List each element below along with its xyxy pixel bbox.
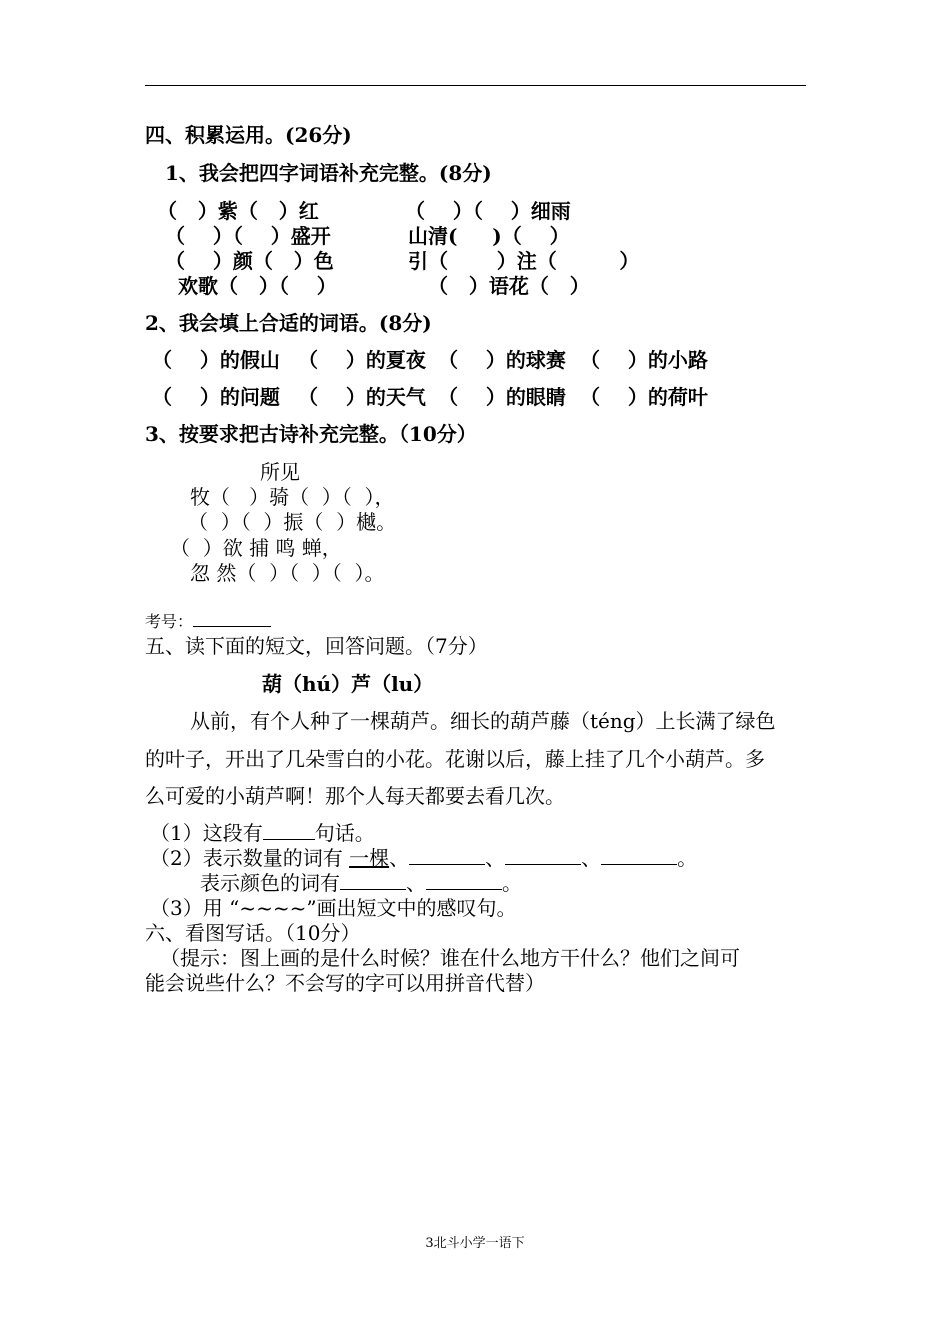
page-footer: 3北斗小学一语下 [425,1236,525,1251]
q5-2-example: 一棵 [349,846,390,870]
q2-r2-c1: （ ）的问题 [152,385,280,409]
passage-line-3: 么可爱的小葫芦啊！那个人每天都要去看几次。 [145,784,565,808]
q5-2b-blank-2[interactable] [426,873,502,890]
q1-row3-right: 引（ ）注（ ） [408,249,640,273]
section6-hint-1: （提示：图上画的是什么时候？谁在什么地方干什么？他们之间可 [160,946,740,970]
section4-title: 四、积累运用。(26分) [145,123,352,147]
q5-2b-prefix: 表示颜色的词有 [200,871,340,895]
section6-title: 六、看图写话。（10分） [145,921,361,945]
q1-row4-left: 欢歌（ ）（ ） [178,274,337,298]
q5-2b-blank-1[interactable] [340,873,406,890]
q5-2b-end: 。 [502,871,522,895]
q5-1-suffix: 句话。 [314,821,375,845]
q5-2-prefix: （2）表示数量的词有 [150,846,350,870]
section5-title: 五、读下面的短文，回答问题。（7分） [145,634,488,658]
poem-line-3: （ ）欲 捕 鸣 蝉， [170,536,342,560]
header-rule [145,85,806,86]
passage-line-2: 的叶子，开出了几朵雪白的小花。花谢以后，藤上挂了几个小葫芦。多 [145,747,765,771]
q2-r2-c3: （ ）的眼睛 [438,385,566,409]
q5-2b-sep: 、 [406,871,426,895]
exam-number-label: 考号： [145,612,194,631]
question-1 [150,821,375,845]
q5-2-blank-3[interactable] [601,848,677,865]
poem-line-1: 牧（ ）骑（ ）（ ）， [190,485,395,509]
q3-title: 3、按要求把古诗补充完整。（10分） [145,422,477,446]
q5-2-blank-1[interactable] [409,848,485,865]
poem-line-4: 忽 然（ ）（ ）（ ）。 [190,561,385,585]
q5-1-blank[interactable] [263,823,315,840]
q1-row2-right: 山清( )（ ） [408,224,570,248]
exam-number-field [145,610,271,634]
q1-row4-right: （ ）语花（ ） [428,274,590,298]
q5-2-end: 。 [677,846,698,870]
q2-r1-c1: （ ）的假山 [152,348,280,372]
passage-title: 葫（hú）芦（lu） [262,672,434,696]
q1-row1-right: （ ）（ ）细雨 [405,199,571,223]
q2-r1-c3: （ ）的球赛 [438,348,566,372]
passage-line-1: 从前，有个人种了一棵葫芦。细长的葫芦藤（téng）上长满了绿色 [190,709,776,733]
q5-1-prefix: （1）这段有 [150,821,263,845]
poem-title: 所见 [260,460,300,484]
q2-r1-c4: （ ）的小路 [580,348,708,372]
question-2 [150,846,697,870]
q5-2-blank-2[interactable] [505,848,581,865]
q2-r2-c2: （ ）的天气 [298,385,426,409]
question-3: （3）用 “~~~~”画出短文中的感叹句。 [150,896,517,920]
section6-hint-2: 能会说些什么？不会写的字可以用拼音代替） [145,971,545,995]
q1-row3-left: （ ）颜（ ）色 [165,249,334,273]
question-2b [200,871,522,895]
q5-2-sep: 、 [581,846,602,870]
q2-title: 2、我会填上合适的词语。(8分) [145,311,432,335]
q5-2-sep: 、 [485,846,506,870]
exam-number-blank[interactable] [193,612,271,627]
q2-r2-c4: （ ）的荷叶 [580,385,708,409]
q5-2-sep: 、 [389,846,410,870]
q1-row1-left: （ ）紫（ ）红 [157,199,319,223]
q1-row2-left: （ ）（ ）盛开 [165,224,331,248]
poem-line-2: （ ）（ ）振（ ）樾。 [188,510,397,534]
q2-r1-c2: （ ）的夏夜 [298,348,426,372]
q1-title: 1、我会把四字词语补充完整。(8分) [165,161,492,185]
